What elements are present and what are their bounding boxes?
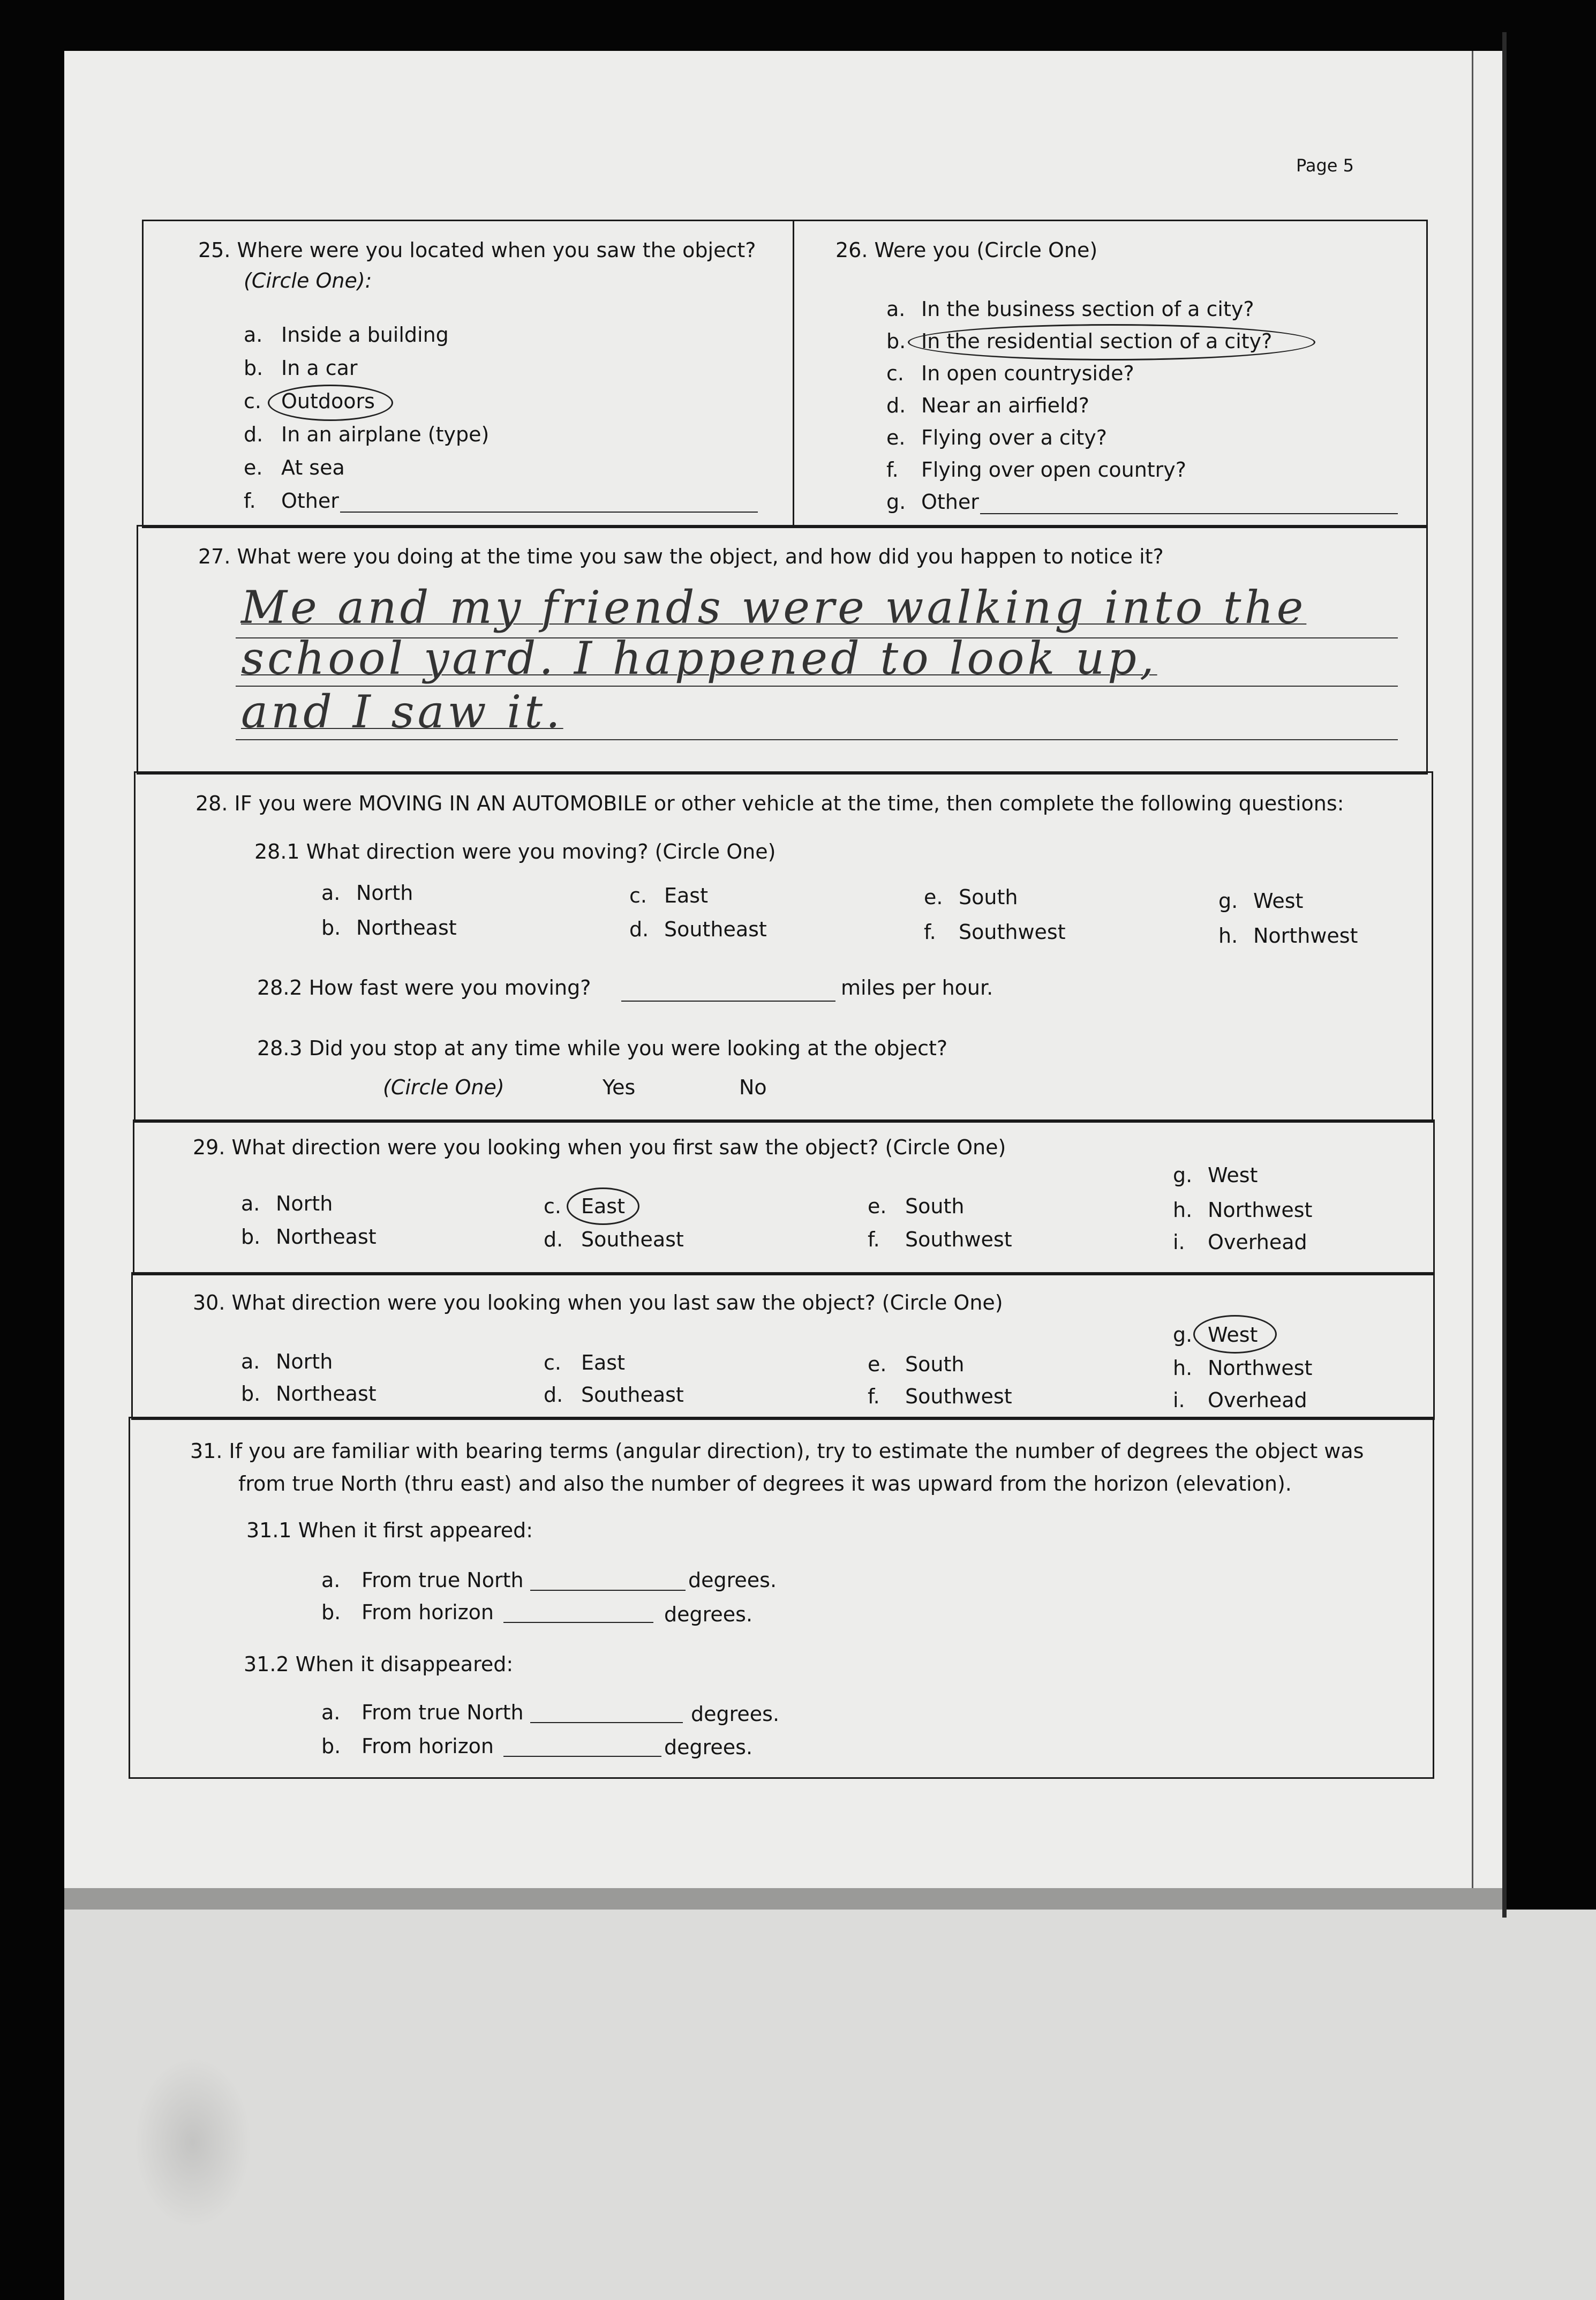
q25-option-a[interactable]: Inside a building	[281, 323, 449, 347]
q30-option-c-letter: c.	[544, 1351, 561, 1374]
section-28-box	[134, 771, 1433, 1123]
q29-option-g-letter: g.	[1173, 1163, 1193, 1187]
q25-option-d-letter: d.	[244, 423, 264, 446]
q25-option-a-letter: a.	[244, 323, 263, 347]
answer-circle	[268, 385, 393, 421]
q29-option-d-letter: d.	[544, 1228, 563, 1251]
q30-option-f-letter: f.	[868, 1385, 880, 1408]
q29-option-b-letter: b.	[241, 1225, 261, 1249]
q29-option-e[interactable]: South	[905, 1194, 965, 1218]
q28-2-speed-blank[interactable]	[621, 1001, 835, 1002]
q28-1-option-f[interactable]: Southwest	[959, 920, 1066, 944]
q29-option-h[interactable]: Northwest	[1208, 1198, 1313, 1222]
q30-option-c[interactable]: East	[581, 1351, 625, 1374]
page-shadow	[64, 1888, 1502, 1910]
q26-other-blank[interactable]	[980, 513, 1398, 514]
q29-option-c-letter: c.	[544, 1194, 561, 1218]
q31-1a-suffix: degrees.	[688, 1568, 777, 1592]
q25-option-b[interactable]: In a car	[281, 356, 358, 380]
smudge-mark	[134, 2057, 252, 2228]
q29-option-h-letter: h.	[1173, 1198, 1193, 1222]
q27-handwritten-answer-1: Me and my friends were walking into the	[241, 581, 1307, 634]
q26-option-g[interactable]: Other	[921, 490, 979, 514]
q26-option-d-letter: d.	[886, 394, 906, 417]
answer-circle	[908, 324, 1315, 360]
q30-option-h[interactable]: Northwest	[1208, 1356, 1313, 1380]
q28-3-yes[interactable]: Yes	[603, 1076, 636, 1099]
q29-option-a-letter: a.	[241, 1192, 260, 1215]
q26-option-a[interactable]: In the business section of a city?	[921, 297, 1254, 321]
section-31-box	[129, 1417, 1434, 1779]
q28-1-option-b[interactable]: Northeast	[356, 916, 457, 939]
q26-option-b-letter: b.	[886, 329, 906, 353]
q30-option-i-letter: i.	[1173, 1388, 1185, 1412]
q26-question: 26. Were you (Circle One)	[835, 238, 1098, 262]
q30-option-h-letter: h.	[1173, 1356, 1193, 1380]
q29-option-c[interactable]: East	[581, 1194, 625, 1218]
q28-1-option-c[interactable]: East	[664, 884, 708, 907]
q28-1-question: 28.1 What direction were you moving? (Circle One)	[254, 840, 776, 863]
answer-circle	[1193, 1315, 1277, 1354]
q30-question: 30. What direction were you looking when you last saw the object? (Circle One)	[193, 1291, 1003, 1314]
q25-option-d[interactable]: In an airplane (type)	[281, 423, 490, 446]
q31-1a-letter: a.	[321, 1568, 341, 1592]
q28-2-question: 28.2 How fast were you moving?	[257, 976, 591, 999]
q25-option-e[interactable]: At sea	[281, 456, 345, 479]
q29-option-i[interactable]: Overhead	[1208, 1230, 1307, 1254]
q30-option-i[interactable]: Overhead	[1208, 1388, 1307, 1412]
q28-2-suffix: miles per hour.	[841, 976, 993, 999]
q29-option-f-letter: f.	[868, 1228, 880, 1251]
q31-1b-blank[interactable]	[503, 1622, 653, 1623]
q28-1-option-b-letter: b.	[321, 916, 341, 939]
q29-option-b[interactable]: Northeast	[276, 1225, 377, 1249]
q30-option-d-letter: d.	[544, 1383, 563, 1407]
q31-2a-label: From true North	[362, 1701, 524, 1724]
q29-option-a[interactable]: North	[276, 1192, 333, 1215]
q30-option-g-letter: g.	[1173, 1323, 1193, 1347]
q27-answer-line-3	[236, 739, 1398, 740]
q27-question: 27. What were you doing at the time you saw the object, and how did you happen to notice it?	[198, 545, 1164, 568]
q31-1b-suffix: degrees.	[664, 1603, 753, 1626]
q28-1-option-d[interactable]: Southeast	[664, 918, 767, 941]
q31-2b-letter: b.	[321, 1734, 341, 1758]
q26-option-e-letter: e.	[886, 426, 906, 449]
q25-option-f-letter: f.	[244, 489, 256, 513]
q28-1-option-d-letter: d.	[629, 918, 649, 941]
q30-option-g[interactable]: West	[1208, 1323, 1258, 1347]
q26-option-b[interactable]: In the residential section of a city?	[921, 329, 1273, 353]
q25-option-e-letter: e.	[244, 456, 263, 479]
answer-circle	[567, 1187, 639, 1225]
q28-1-option-e[interactable]: South	[959, 885, 1018, 909]
q28-1-option-g-letter: g.	[1218, 889, 1238, 913]
q26-option-d[interactable]: Near an airfield?	[921, 394, 1089, 417]
page-edge-line	[1472, 51, 1473, 1888]
q25-other-blank[interactable]	[340, 512, 758, 513]
q25-option-c-letter: c.	[244, 389, 261, 413]
q31-question-line-2: from true North (thru east) and also the number of degrees it was upward from the horizon (elevation).	[238, 1472, 1292, 1495]
q28-1-option-f-letter: f.	[924, 920, 936, 944]
q28-1-option-a[interactable]: North	[356, 881, 413, 905]
q27-handwritten-answer-3: and I saw it.	[241, 686, 563, 738]
q29-option-e-letter: e.	[868, 1194, 887, 1218]
q29-question: 29. What direction were you looking when you first saw the object? (Circle One)	[193, 1136, 1006, 1159]
q26-option-f[interactable]: Flying over open country?	[921, 458, 1186, 482]
q25-instruction: (Circle One):	[244, 269, 372, 292]
q30-option-a[interactable]: North	[276, 1350, 333, 1373]
q29-option-d[interactable]: Southeast	[581, 1228, 684, 1251]
q30-option-b[interactable]: Northeast	[276, 1382, 377, 1405]
q26-option-c-letter: c.	[886, 362, 904, 385]
q31-1-label: 31.1 When it first appeared:	[246, 1519, 533, 1542]
q25-option-b-letter: b.	[244, 356, 264, 380]
section-divider	[793, 220, 794, 527]
q30-option-a-letter: a.	[241, 1350, 260, 1373]
q25-option-c[interactable]: Outdoors	[281, 389, 375, 413]
page-edge-dark	[1502, 32, 1507, 1918]
q29-option-g[interactable]: West	[1208, 1163, 1258, 1187]
q31-2a-blank[interactable]	[530, 1722, 683, 1723]
q30-option-e-letter: e.	[868, 1352, 887, 1376]
q28-1-option-a-letter: a.	[321, 881, 341, 905]
q26-option-e[interactable]: Flying over a city?	[921, 426, 1107, 449]
page-number: Page 5	[1296, 155, 1354, 176]
q26-option-a-letter: a.	[886, 297, 906, 321]
q29-option-f[interactable]: Southwest	[905, 1228, 1012, 1251]
q30-option-f[interactable]: Southwest	[905, 1385, 1012, 1408]
q28-1-option-e-letter: e.	[924, 885, 943, 909]
q26-option-c[interactable]: In open countryside?	[921, 362, 1134, 385]
q30-option-d[interactable]: Southeast	[581, 1383, 684, 1407]
q26-option-f-letter: f.	[886, 458, 899, 482]
q31-question-line-1: 31. If you are familiar with bearing terms (angular direction), try to estimate the number of degrees the object was	[190, 1439, 1364, 1463]
q31-1b-label: From horizon	[362, 1600, 494, 1624]
q30-option-b-letter: b.	[241, 1382, 261, 1405]
underlying-sheet	[64, 1910, 1596, 2300]
q25-question: 25. Where were you located when you saw the object?	[198, 238, 756, 262]
q28-1-option-h-letter: h.	[1218, 924, 1238, 948]
q28-1-option-c-letter: c.	[629, 884, 647, 907]
q29-option-i-letter: i.	[1173, 1230, 1185, 1254]
q27-handwritten-answer-2: school yard. I happened to look up,	[241, 632, 1157, 685]
q26-option-g-letter: g.	[886, 490, 906, 514]
q30-option-e[interactable]: South	[905, 1352, 965, 1376]
q31-2b-label: From horizon	[362, 1734, 494, 1758]
q25-option-f[interactable]: Other	[281, 489, 339, 513]
q31-1a-blank[interactable]	[530, 1590, 686, 1591]
q28-1-option-g[interactable]: West	[1253, 889, 1304, 913]
q28-3-no[interactable]: No	[739, 1076, 767, 1099]
q31-2-label: 31.2 When it disappeared:	[244, 1652, 514, 1676]
q28-question: 28. IF you were MOVING IN AN AUTOMOBILE or other vehicle at the time, then complete the following questions:	[195, 792, 1344, 815]
q28-3-question: 28.3 Did you stop at any time while you were looking at the object?	[257, 1036, 948, 1060]
q31-2b-blank[interactable]	[503, 1756, 661, 1757]
q31-2b-suffix: degrees.	[664, 1735, 753, 1759]
q28-3-instruction: (Circle One)	[383, 1076, 505, 1099]
q31-1a-label: From true North	[362, 1568, 524, 1592]
q31-1b-letter: b.	[321, 1600, 341, 1624]
q31-2a-letter: a.	[321, 1701, 341, 1724]
q31-2a-suffix: degrees.	[691, 1702, 780, 1726]
q28-1-option-h[interactable]: Northwest	[1253, 924, 1358, 948]
